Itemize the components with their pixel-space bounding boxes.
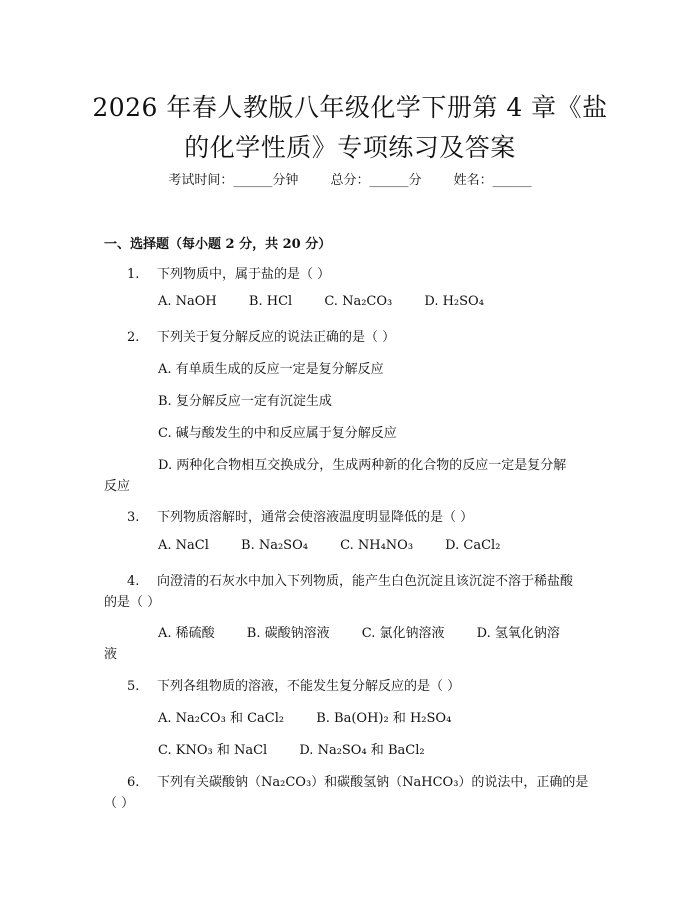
section-heading: 一、选择题（每小题 2 分，共 20 分） bbox=[104, 237, 332, 252]
question-5-options-row2 bbox=[158, 739, 425, 758]
option-a: A. Na₂CO₃ 和 CaCl₂ bbox=[158, 711, 285, 726]
option-c: C. 氯化钠溶液 bbox=[361, 626, 445, 641]
question-4-continued: 的是（ ） bbox=[104, 595, 161, 610]
option-b: B. Na₂SO₄ bbox=[241, 538, 308, 553]
exam-total-score: 总分：______分 bbox=[330, 173, 422, 188]
question-number: 4. bbox=[127, 574, 140, 589]
question-number: 5. bbox=[127, 679, 140, 694]
exam-meta bbox=[0, 169, 700, 188]
option-c: C. Na₂CO₃ bbox=[324, 294, 393, 309]
question-2 bbox=[127, 326, 395, 345]
option-a: A. NaOH bbox=[158, 294, 217, 309]
option-c: C. 碱与酸发生的中和反应属于复分解反应 bbox=[158, 426, 397, 441]
student-name: 姓名：______ bbox=[453, 173, 532, 188]
question-3 bbox=[127, 506, 473, 525]
question-5 bbox=[127, 675, 460, 694]
question-text: 向澄清的石灰水中加入下列物质，能产生白色沉淀且该沉淀不溶于稀盐酸 bbox=[157, 574, 574, 589]
option-a: A. NaCl bbox=[158, 538, 209, 553]
option-d: D. CaCl₂ bbox=[445, 538, 501, 553]
question-number: 6. bbox=[127, 775, 140, 790]
question-text: 下列有关碳酸钠（Na₂CO₃）和碳酸氢钠（NaHCO₃）的说法中，正确的是 bbox=[157, 775, 589, 790]
option-a: A. 有单质生成的反应一定是复分解反应 bbox=[158, 362, 384, 377]
exam-time: 考试时间：______分钟 bbox=[168, 173, 299, 188]
option-d: D. H₂SO₄ bbox=[424, 294, 484, 309]
question-text: 下列物质溶解时，通常会使溶液温度明显降低的是（ ） bbox=[157, 510, 474, 525]
question-3-options bbox=[158, 538, 500, 553]
option-c: C. KNO₃ 和 NaCl bbox=[158, 743, 268, 758]
page-title-line2: 的化学性质》专项练习及答案 bbox=[184, 133, 516, 162]
option-a: A. 稀硫酸 bbox=[158, 626, 215, 641]
question-6 bbox=[127, 771, 588, 790]
option-b: B. HCl bbox=[248, 294, 293, 309]
question-text: 下列关于复分解反应的说法正确的是（ ） bbox=[157, 330, 396, 345]
option-c: C. NH₄NO₃ bbox=[340, 538, 414, 553]
question-number: 3. bbox=[127, 510, 140, 525]
question-6-continued: （ ） bbox=[104, 796, 135, 811]
option-d: D. Na₂SO₄ 和 BaCl₂ bbox=[299, 743, 425, 758]
question-4 bbox=[127, 570, 573, 589]
question-text: 下列各组物质的溶液，不能发生复分解反应的是（ ） bbox=[157, 679, 461, 694]
question-number: 2. bbox=[127, 330, 140, 345]
page-title-line1: 2026 年春人教版八年级化学下册第 4 章《盐 bbox=[92, 93, 608, 122]
question-4-options bbox=[158, 622, 560, 641]
option-d: D. 两种化合物相互交换成分，生成两种新的化合物的反应一定是复分解 bbox=[158, 458, 567, 473]
option-b: B. 复分解反应一定有沉淀生成 bbox=[158, 394, 332, 409]
question-number: 1. bbox=[127, 267, 140, 282]
question-5-options-row1 bbox=[158, 707, 451, 726]
question-1 bbox=[127, 263, 330, 282]
option-b: B. 碳酸钠溶液 bbox=[246, 626, 330, 641]
question-text: 下列物质中，属于盐的是（ ） bbox=[157, 267, 331, 282]
question-1-options bbox=[158, 294, 484, 309]
option-d-continued: 反应 bbox=[104, 479, 131, 494]
option-d-continued: 液 bbox=[104, 647, 118, 662]
option-b: B. Ba(OH)₂ 和 H₂SO₄ bbox=[316, 711, 452, 726]
option-d: D. 氢氧化钠溶 bbox=[476, 626, 560, 641]
